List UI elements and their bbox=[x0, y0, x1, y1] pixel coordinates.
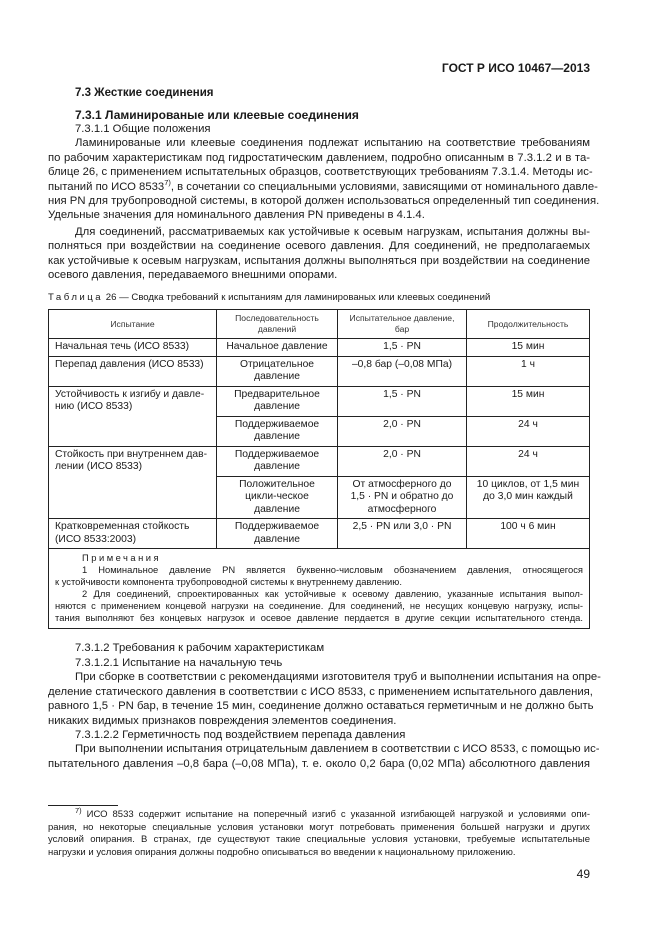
table-row: Кратковременная стойкость (ИСО 8533:2003) Поддерживаемое давление 2,5 · PN или 3,0 · PN 100 ч 6 мин bbox=[49, 519, 590, 549]
footnote: $^{7)}$ ИСО 8533 содержит испытание на поперечный изгиб с указанной изгибающей нагрузкой и условиями опи- рания, но некоторые специальные условия установки могут потребовать применения большей нагрузки и других условий опирания. В странах, где существуют такие специальные условия установки, требуемые испытательные нагрузки и условия опирания должны подробно описываться во введении к национальному приложению. bbox=[48, 805, 590, 858]
footnote-rule bbox=[48, 805, 118, 806]
table-header-row: Испытание Последовательность давлений Испытательное давление, бар Продолжительность bbox=[49, 310, 590, 339]
table-row: Начальная течь (ИСО 8533) Начальное давление 1,5 · PN 15 мин bbox=[49, 339, 590, 357]
table-notes: Примечания 1 Номинальное давление PN является буквенно-числовым обозначением давления, относящегося к устойчивости компонента трубопроводной системы к внутреннему давлению. 2 Для соединений, спроектированных как устойчивые к осевому давлению, указанные испытания выпол- няются с применением концевой нагрузки на соединение. Для соединений, не несущих концевую нагрузку, испы- тания выполняют без концевых нагрузок и осевое давление пердается в другие секции испытательного стенда. bbox=[48, 549, 590, 629]
table-row: Поддерживаемое давление 2,0 · PN 24 ч bbox=[49, 416, 590, 446]
paragraph-general: Ламинированые или клеевые соединения подлежат испытанию на соответствие требованиям по рабочим характеристикам под гидростатическим давлением, подробно описанным в 7.3.1.2 и в та- блице 26, с применением испытательных образцов, соответствующих требованиям 7.3.1.4. Методы ис- пытаний по ИСО 8533$^{7)}$, в сочетании со специальными условиями, зависящими от номинального давле- ния PN для трубопроводной системы, в которой должен использоваться определенный тип соединения. Удельные значения для номинального давления PN приведены в 4.1.4. bbox=[48, 137, 600, 222]
footnote-ref: 7) bbox=[164, 177, 171, 187]
document-page bbox=[48, 0, 601, 882]
table-row: Устойчивость к изгибу и давле-нию (ИСО 8533) Предварительное давление 1,5 · PN 15 мин bbox=[49, 386, 590, 416]
section-7-3-1-title: 7.3.1 Ламинированые или клеевые соединения bbox=[75, 108, 359, 122]
requirements-table bbox=[48, 309, 590, 549]
table-row: Положительное цикли-ческое давление От атмосферного до 1,5 · PN и обратно до атмосферного 10 циклов, от 1,5 мин до 3,0 мин каждый bbox=[49, 476, 590, 519]
main-content bbox=[48, 86, 601, 771]
table-row: Стойкость при внутреннем дав-лении (ИСО 8533) Поддерживаемое давление 2,0 · PN 24 ч bbox=[49, 446, 590, 476]
section-7-3-1-1-title: 7.3.1.1 Общие положения bbox=[75, 123, 211, 135]
section-7-3-title: 7.3 Жесткие соединения bbox=[75, 87, 214, 99]
page-number: 49 bbox=[576, 867, 590, 882]
document-id: ГОСТ Р ИСО 10467—2013 bbox=[441, 61, 590, 75]
table-caption: Таблица 26 — Сводка требований к испытаниям для ламинированых или клеевых соединений bbox=[48, 292, 491, 304]
section-7-3-1-2: 7.3.1.2 Требования к рабочим характеристикам 7.3.1.2.1 Испытание на начальную течь При сборке в соответствии с рекомендациями изготовителя труб и выполнении испытания на опре- деление статического давления в соответствии с ИСО 8533, с применением испытательного давления, равного 1,5 · PN бар, в течение 15 мин, соединение должно оставаться герметичным и не должно быть никаких видимых признаков повреждения элементов соединения. 7.3.1.2.2 Герметичность под воздействием перепада давления При выполнении испытания отрицательным давлением в соответствии с ИСО 8533, с помощью ис- пытательного давления –0,8 бара (–0,08 МПа), т. е. около 0,2 бара (0,02 МПа) абсолютного давления bbox=[48, 642, 601, 770]
table-row: Перепад давления (ИСО 8533) Отрицательное давление –0,8 бар (–0,08 МПа) 1 ч bbox=[49, 356, 590, 386]
paragraph-axial: Для соединений, рассматриваемых как устойчивые к осевым нагрузкам, испытания должны вы- полняться при воздействии на соединение осевого давления. Для соединений, не предполагаемых как устойчивые к осевым нагрузкам, испытания должны выполняться при воздействии на соединение осевого давления, передаваемого внешними опорами. bbox=[48, 225, 590, 282]
